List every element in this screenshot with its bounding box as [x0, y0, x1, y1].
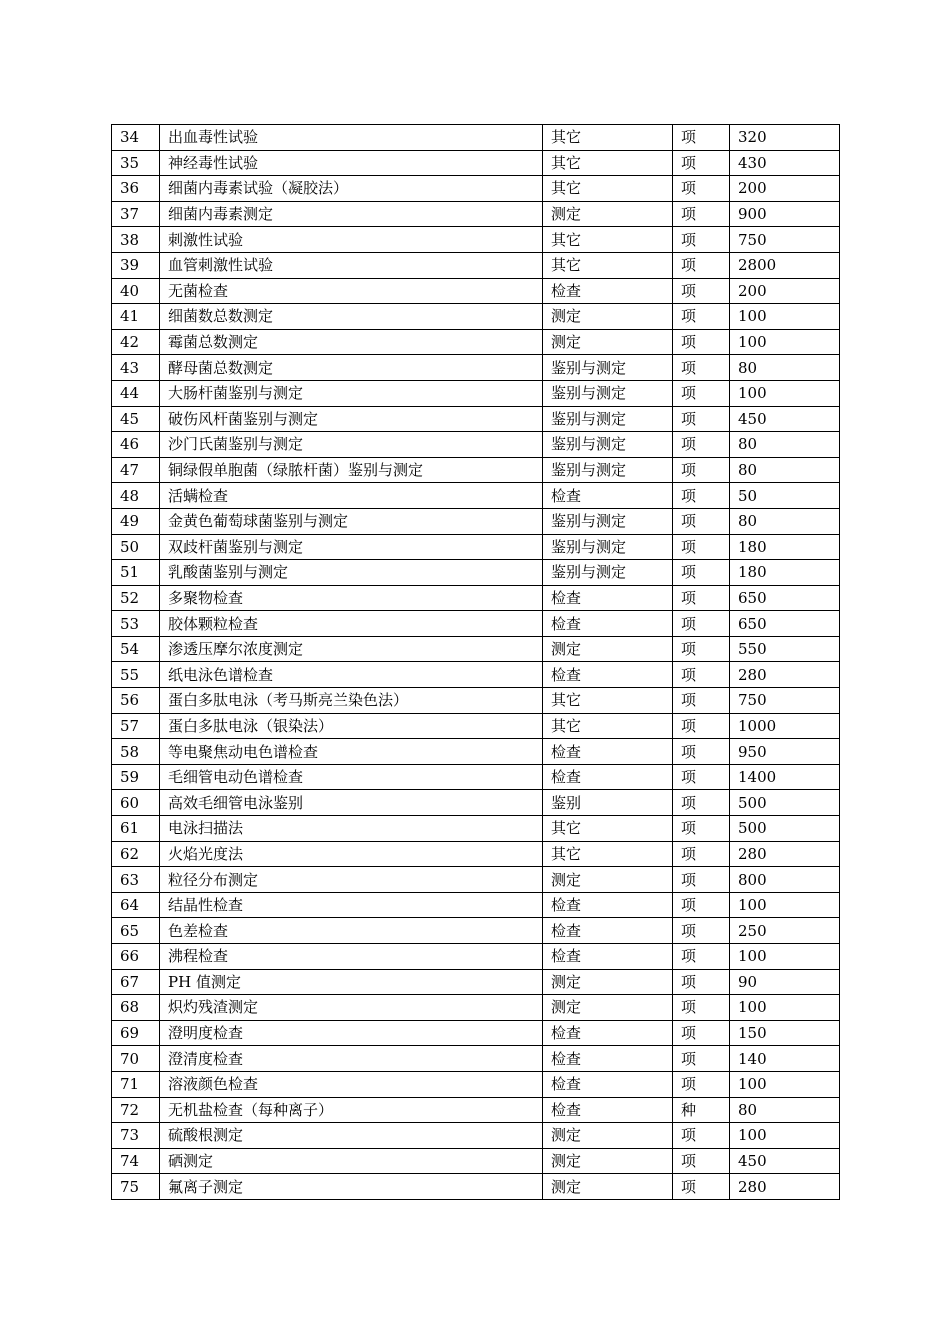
row-number-cell: 37	[112, 201, 160, 227]
table-row	[112, 611, 840, 637]
table-row	[112, 508, 840, 534]
table-row	[112, 636, 840, 662]
table-row	[112, 201, 840, 227]
item-name-cell: 霉菌总数测定	[160, 329, 543, 355]
category-cell: 检查	[543, 918, 673, 944]
item-name-cell: 色差检查	[160, 918, 543, 944]
category-cell: 检查	[543, 1071, 673, 1097]
row-number-cell: 46	[112, 432, 160, 458]
unit-cell: 项	[673, 125, 730, 151]
row-number-cell: 65	[112, 918, 160, 944]
table-row	[112, 969, 840, 995]
row-number-cell: 74	[112, 1148, 160, 1174]
price-cell: 200	[730, 278, 840, 304]
price-cell: 1000	[730, 713, 840, 739]
row-number-cell: 43	[112, 355, 160, 381]
item-name-cell: 硫酸根测定	[160, 1123, 543, 1149]
table-body	[112, 125, 840, 1200]
unit-cell: 项	[673, 944, 730, 970]
row-number-cell: 40	[112, 278, 160, 304]
category-cell: 其它	[543, 125, 673, 151]
table-row	[112, 406, 840, 432]
category-cell: 测定	[543, 969, 673, 995]
category-cell: 测定	[543, 304, 673, 330]
price-cell: 2800	[730, 252, 840, 278]
unit-cell: 项	[673, 585, 730, 611]
item-name-cell: 神经毒性试验	[160, 150, 543, 176]
row-number-cell: 62	[112, 841, 160, 867]
item-name-cell: 细菌数总数测定	[160, 304, 543, 330]
row-number-cell: 64	[112, 892, 160, 918]
table-row	[112, 1071, 840, 1097]
row-number-cell: 75	[112, 1174, 160, 1200]
row-number-cell: 67	[112, 969, 160, 995]
price-cell: 750	[730, 688, 840, 714]
unit-cell: 项	[673, 611, 730, 637]
price-cell: 650	[730, 585, 840, 611]
row-number-cell: 73	[112, 1123, 160, 1149]
price-cell: 180	[730, 534, 840, 560]
table-row	[112, 1148, 840, 1174]
category-cell: 鉴别与测定	[543, 406, 673, 432]
item-name-cell: 蛋白多肽电泳（考马斯亮兰染色法）	[160, 688, 543, 714]
table-row	[112, 125, 840, 151]
table-row	[112, 816, 840, 842]
item-name-cell: 炽灼残渣测定	[160, 995, 543, 1021]
category-cell: 鉴别与测定	[543, 432, 673, 458]
item-name-cell: 血管刺激性试验	[160, 252, 543, 278]
row-number-cell: 45	[112, 406, 160, 432]
row-number-cell: 71	[112, 1071, 160, 1097]
table-row	[112, 150, 840, 176]
unit-cell: 项	[673, 278, 730, 304]
category-cell: 鉴别与测定	[543, 355, 673, 381]
item-name-cell: 粒径分布测定	[160, 867, 543, 893]
table-row	[112, 534, 840, 560]
category-cell: 其它	[543, 841, 673, 867]
table-row	[112, 176, 840, 202]
price-table	[111, 124, 840, 1200]
table-row	[112, 585, 840, 611]
category-cell: 测定	[543, 1123, 673, 1149]
row-number-cell: 55	[112, 662, 160, 688]
price-cell: 50	[730, 483, 840, 509]
unit-cell: 项	[673, 892, 730, 918]
table-row	[112, 560, 840, 586]
unit-cell: 项	[673, 150, 730, 176]
unit-cell: 项	[673, 432, 730, 458]
unit-cell: 项	[673, 995, 730, 1021]
row-number-cell: 68	[112, 995, 160, 1021]
price-cell: 450	[730, 1148, 840, 1174]
row-number-cell: 35	[112, 150, 160, 176]
row-number-cell: 38	[112, 227, 160, 253]
item-name-cell: 细菌内毒素测定	[160, 201, 543, 227]
price-cell: 90	[730, 969, 840, 995]
unit-cell: 项	[673, 304, 730, 330]
unit-cell: 项	[673, 176, 730, 202]
category-cell: 其它	[543, 713, 673, 739]
table-row	[112, 227, 840, 253]
price-cell: 650	[730, 611, 840, 637]
category-cell: 检查	[543, 1046, 673, 1072]
unit-cell: 项	[673, 688, 730, 714]
item-name-cell: PH 值测定	[160, 969, 543, 995]
unit-cell: 项	[673, 227, 730, 253]
category-cell: 测定	[543, 636, 673, 662]
row-number-cell: 72	[112, 1097, 160, 1123]
table-row	[112, 688, 840, 714]
item-name-cell: 溶液颜色检查	[160, 1071, 543, 1097]
item-name-cell: 无机盐检查（每种离子）	[160, 1097, 543, 1123]
unit-cell: 项	[673, 1020, 730, 1046]
item-name-cell: 出血毒性试验	[160, 125, 543, 151]
item-name-cell: 氟离子测定	[160, 1174, 543, 1200]
category-cell: 检查	[543, 611, 673, 637]
row-number-cell: 59	[112, 764, 160, 790]
row-number-cell: 50	[112, 534, 160, 560]
price-cell: 100	[730, 329, 840, 355]
table-row	[112, 483, 840, 509]
row-number-cell: 58	[112, 739, 160, 765]
category-cell: 检查	[543, 1020, 673, 1046]
item-name-cell: 高效毛细管电泳鉴别	[160, 790, 543, 816]
row-number-cell: 52	[112, 585, 160, 611]
unit-cell: 项	[673, 816, 730, 842]
price-cell: 100	[730, 995, 840, 1021]
price-cell: 80	[730, 1097, 840, 1123]
price-cell: 900	[730, 201, 840, 227]
unit-cell: 项	[673, 790, 730, 816]
unit-cell: 项	[673, 508, 730, 534]
price-cell: 1400	[730, 764, 840, 790]
unit-cell: 项	[673, 406, 730, 432]
table-row	[112, 1046, 840, 1072]
row-number-cell: 60	[112, 790, 160, 816]
price-cell: 80	[730, 457, 840, 483]
category-cell: 测定	[543, 1148, 673, 1174]
table-row	[112, 944, 840, 970]
item-name-cell: 胶体颗粒检查	[160, 611, 543, 637]
unit-cell: 项	[673, 1071, 730, 1097]
item-name-cell: 结晶性检查	[160, 892, 543, 918]
unit-cell: 项	[673, 252, 730, 278]
table-row	[112, 1123, 840, 1149]
unit-cell: 项	[673, 636, 730, 662]
price-cell: 280	[730, 841, 840, 867]
table-row	[112, 252, 840, 278]
row-number-cell: 66	[112, 944, 160, 970]
unit-cell: 项	[673, 1123, 730, 1149]
item-name-cell: 等电聚焦动电色谱检查	[160, 739, 543, 765]
item-name-cell: 破伤风杆菌鉴别与测定	[160, 406, 543, 432]
item-name-cell: 火焰光度法	[160, 841, 543, 867]
item-name-cell: 渗透压摩尔浓度测定	[160, 636, 543, 662]
table-row	[112, 380, 840, 406]
row-number-cell: 42	[112, 329, 160, 355]
row-number-cell: 69	[112, 1020, 160, 1046]
price-cell: 150	[730, 1020, 840, 1046]
category-cell: 其它	[543, 150, 673, 176]
table-row	[112, 892, 840, 918]
price-cell: 550	[730, 636, 840, 662]
price-cell: 280	[730, 662, 840, 688]
price-cell: 750	[730, 227, 840, 253]
price-cell: 100	[730, 1071, 840, 1097]
category-cell: 检查	[543, 739, 673, 765]
unit-cell: 项	[673, 560, 730, 586]
table-row	[112, 304, 840, 330]
unit-cell: 项	[673, 1148, 730, 1174]
category-cell: 鉴别与测定	[543, 560, 673, 586]
price-cell: 250	[730, 918, 840, 944]
price-cell: 100	[730, 380, 840, 406]
category-cell: 检查	[543, 662, 673, 688]
table-row	[112, 278, 840, 304]
price-cell: 450	[730, 406, 840, 432]
table-row	[112, 764, 840, 790]
category-cell: 检查	[543, 483, 673, 509]
category-cell: 检查	[543, 944, 673, 970]
unit-cell: 项	[673, 713, 730, 739]
item-name-cell: 酵母菌总数测定	[160, 355, 543, 381]
item-name-cell: 硒测定	[160, 1148, 543, 1174]
table-row	[112, 329, 840, 355]
price-cell: 500	[730, 790, 840, 816]
unit-cell: 项	[673, 201, 730, 227]
price-cell: 200	[730, 176, 840, 202]
category-cell: 测定	[543, 867, 673, 893]
category-cell: 其它	[543, 252, 673, 278]
unit-cell: 项	[673, 1046, 730, 1072]
unit-cell: 项	[673, 969, 730, 995]
category-cell: 检查	[543, 1097, 673, 1123]
unit-cell: 项	[673, 662, 730, 688]
row-number-cell: 39	[112, 252, 160, 278]
unit-cell: 项	[673, 380, 730, 406]
row-number-cell: 57	[112, 713, 160, 739]
item-name-cell: 双歧杆菌鉴别与测定	[160, 534, 543, 560]
item-name-cell: 多聚物检查	[160, 585, 543, 611]
category-cell: 检查	[543, 278, 673, 304]
table-row	[112, 790, 840, 816]
price-cell: 800	[730, 867, 840, 893]
price-cell: 100	[730, 892, 840, 918]
unit-cell: 项	[673, 457, 730, 483]
item-name-cell: 沸程检查	[160, 944, 543, 970]
item-name-cell: 毛细管电动色谱检查	[160, 764, 543, 790]
unit-cell: 项	[673, 355, 730, 381]
item-name-cell: 蛋白多肽电泳（银染法）	[160, 713, 543, 739]
row-number-cell: 63	[112, 867, 160, 893]
unit-cell: 项	[673, 841, 730, 867]
unit-cell: 项	[673, 764, 730, 790]
price-cell: 80	[730, 432, 840, 458]
category-cell: 其它	[543, 176, 673, 202]
price-cell: 80	[730, 355, 840, 381]
item-name-cell: 细菌内毒素试验（凝胶法）	[160, 176, 543, 202]
item-name-cell: 大肠杆菌鉴别与测定	[160, 380, 543, 406]
price-cell: 140	[730, 1046, 840, 1072]
item-name-cell: 铜绿假单胞菌（绿脓杆菌）鉴别与测定	[160, 457, 543, 483]
price-cell: 320	[730, 125, 840, 151]
price-cell: 430	[730, 150, 840, 176]
price-cell: 180	[730, 560, 840, 586]
category-cell: 其它	[543, 816, 673, 842]
row-number-cell: 34	[112, 125, 160, 151]
category-cell: 测定	[543, 329, 673, 355]
table-row	[112, 432, 840, 458]
row-number-cell: 47	[112, 457, 160, 483]
table-row	[112, 1097, 840, 1123]
category-cell: 鉴别与测定	[543, 508, 673, 534]
item-name-cell: 纸电泳色谱检查	[160, 662, 543, 688]
item-name-cell: 电泳扫描法	[160, 816, 543, 842]
table-row	[112, 918, 840, 944]
table-row	[112, 841, 840, 867]
unit-cell: 项	[673, 867, 730, 893]
item-name-cell: 无菌检查	[160, 278, 543, 304]
category-cell: 鉴别与测定	[543, 457, 673, 483]
item-name-cell: 澄明度检查	[160, 1020, 543, 1046]
category-cell: 检查	[543, 764, 673, 790]
category-cell: 测定	[543, 201, 673, 227]
row-number-cell: 51	[112, 560, 160, 586]
category-cell: 检查	[543, 585, 673, 611]
table-row	[112, 713, 840, 739]
unit-cell: 项	[673, 918, 730, 944]
row-number-cell: 70	[112, 1046, 160, 1072]
table-row	[112, 457, 840, 483]
row-number-cell: 49	[112, 508, 160, 534]
table-row	[112, 1174, 840, 1200]
unit-cell: 项	[673, 534, 730, 560]
category-cell: 测定	[543, 1174, 673, 1200]
price-cell: 100	[730, 1123, 840, 1149]
price-cell: 950	[730, 739, 840, 765]
row-number-cell: 54	[112, 636, 160, 662]
price-cell: 280	[730, 1174, 840, 1200]
item-name-cell: 澄清度检查	[160, 1046, 543, 1072]
category-cell: 其它	[543, 688, 673, 714]
table-row	[112, 1020, 840, 1046]
item-name-cell: 金黄色葡萄球菌鉴别与测定	[160, 508, 543, 534]
row-number-cell: 61	[112, 816, 160, 842]
item-name-cell: 沙门氏菌鉴别与测定	[160, 432, 543, 458]
category-cell: 测定	[543, 995, 673, 1021]
price-cell: 100	[730, 944, 840, 970]
unit-cell: 项	[673, 329, 730, 355]
table-row	[112, 662, 840, 688]
unit-cell: 项	[673, 483, 730, 509]
item-name-cell: 活螨检查	[160, 483, 543, 509]
unit-cell: 项	[673, 739, 730, 765]
table-row	[112, 995, 840, 1021]
category-cell: 鉴别与测定	[543, 380, 673, 406]
item-name-cell: 刺激性试验	[160, 227, 543, 253]
item-name-cell: 乳酸菌鉴别与测定	[160, 560, 543, 586]
unit-cell: 种	[673, 1097, 730, 1123]
table-row	[112, 355, 840, 381]
category-cell: 其它	[543, 227, 673, 253]
table-row	[112, 867, 840, 893]
row-number-cell: 36	[112, 176, 160, 202]
row-number-cell: 41	[112, 304, 160, 330]
price-cell: 100	[730, 304, 840, 330]
row-number-cell: 48	[112, 483, 160, 509]
table-row	[112, 739, 840, 765]
price-cell: 80	[730, 508, 840, 534]
row-number-cell: 53	[112, 611, 160, 637]
category-cell: 鉴别	[543, 790, 673, 816]
unit-cell: 项	[673, 1174, 730, 1200]
category-cell: 检查	[543, 892, 673, 918]
row-number-cell: 44	[112, 380, 160, 406]
row-number-cell: 56	[112, 688, 160, 714]
category-cell: 鉴别与测定	[543, 534, 673, 560]
price-cell: 500	[730, 816, 840, 842]
